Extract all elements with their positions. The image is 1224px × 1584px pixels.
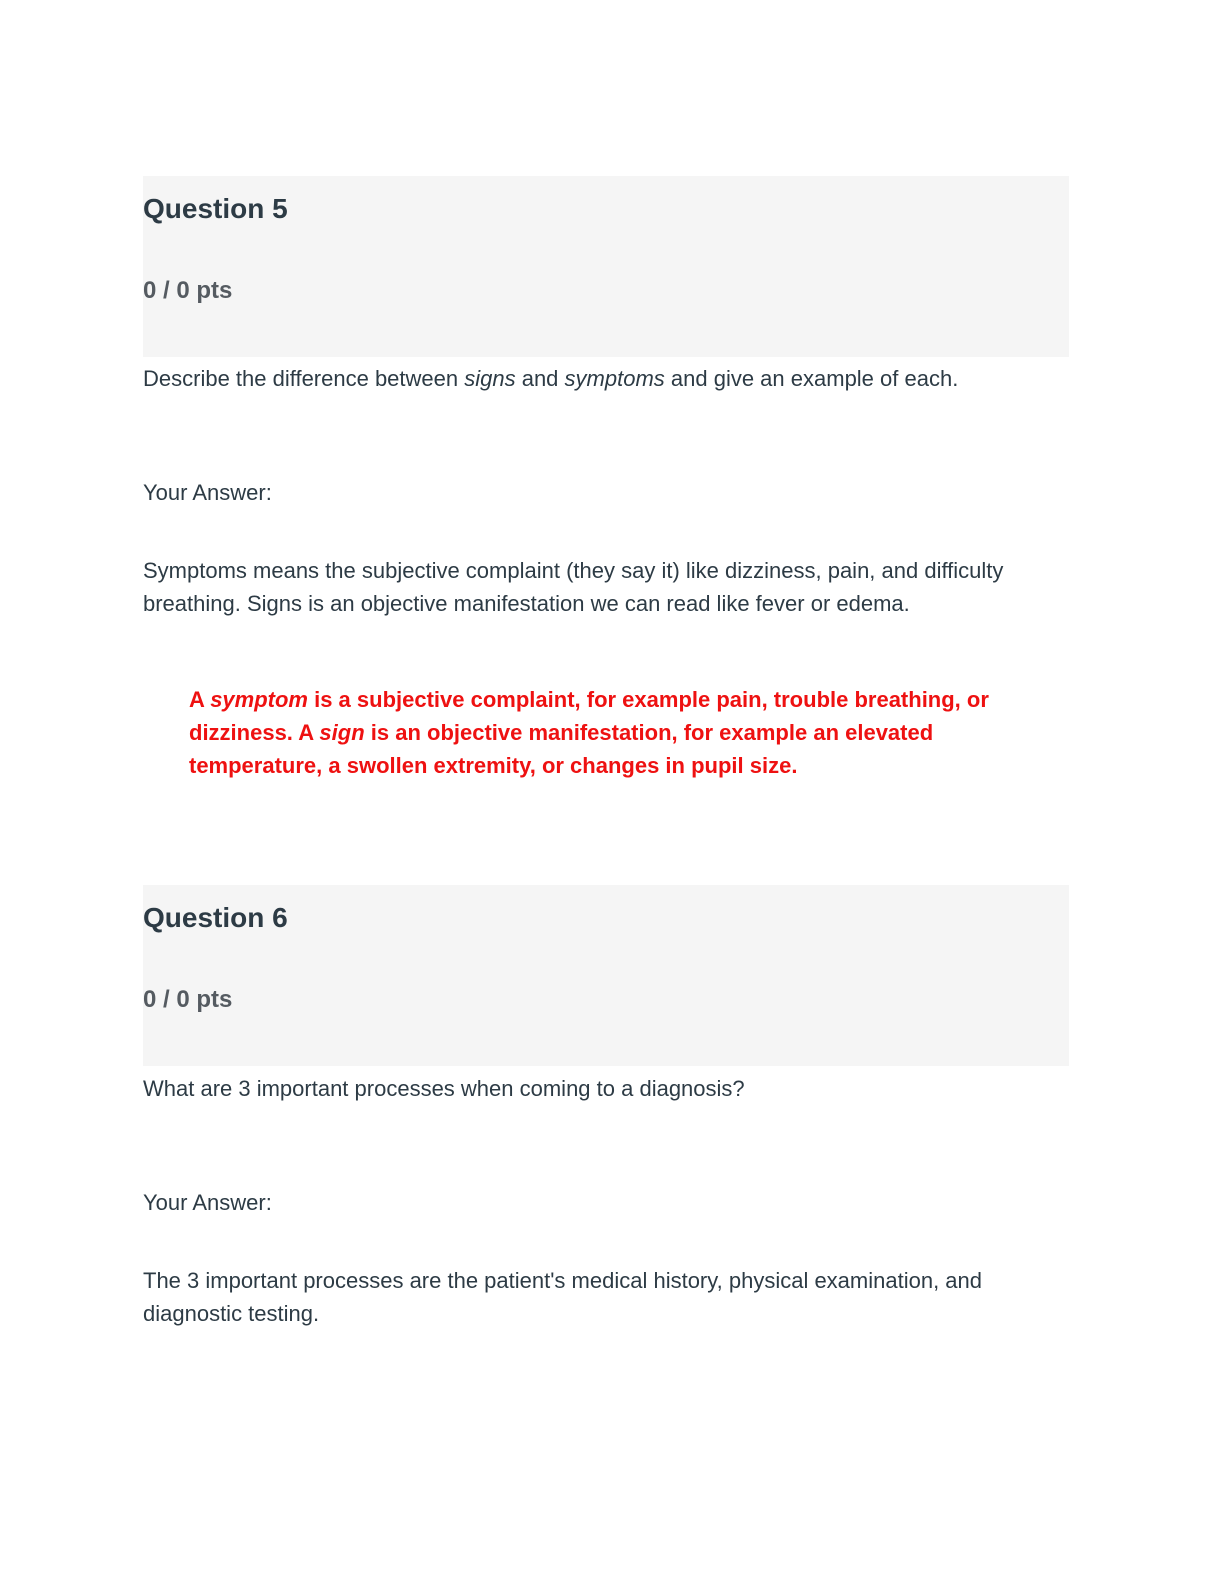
correct-text: is an objective manifestation, for example an elevated temperature, a swollen extremity, or changes in pupil size. — [189, 720, 934, 778]
question-5-header — [143, 176, 1069, 357]
prompt-text: and give an example of each. — [664, 366, 959, 391]
prompt-signs: signs — [464, 366, 516, 391]
question-6-header — [143, 885, 1069, 1066]
correct-text: is a subjective complaint, for example pain, trouble breathing, or dizziness. A — [189, 687, 989, 745]
question-6-title: Question 6 — [143, 902, 288, 933]
prompt-text: Describe the difference between — [143, 366, 465, 391]
prompt-symptoms: symptoms — [564, 366, 665, 391]
question-5-answer-label: Your Answer: — [143, 480, 272, 505]
question-5-answer-text: Symptoms means the subjective complaint (they say it) like dizziness, pain, and difficulty breathing. Signs is an objective manifestation we can read like fever or edema. — [143, 558, 1004, 616]
question-5-prompt — [143, 362, 1063, 395]
question-5-points: 0 / 0 pts — [143, 277, 233, 304]
question-5-title: Question 5 — [143, 193, 288, 224]
question-6-points: 0 / 0 pts — [143, 986, 233, 1013]
correct-text: A — [189, 687, 211, 712]
question-6-prompt: What are 3 important processes when coming to a diagnosis? — [143, 1076, 745, 1101]
correct-symptom: symptom — [210, 687, 308, 712]
correct-sign: sign — [319, 720, 365, 745]
question-6-answer-text: The 3 important processes are the patient's medical history, physical examination, and diagnostic testing. — [143, 1268, 982, 1326]
question-6-answer-label: Your Answer: — [143, 1190, 272, 1215]
question-5-correct-answer — [189, 683, 1009, 782]
prompt-text: and — [515, 366, 565, 391]
